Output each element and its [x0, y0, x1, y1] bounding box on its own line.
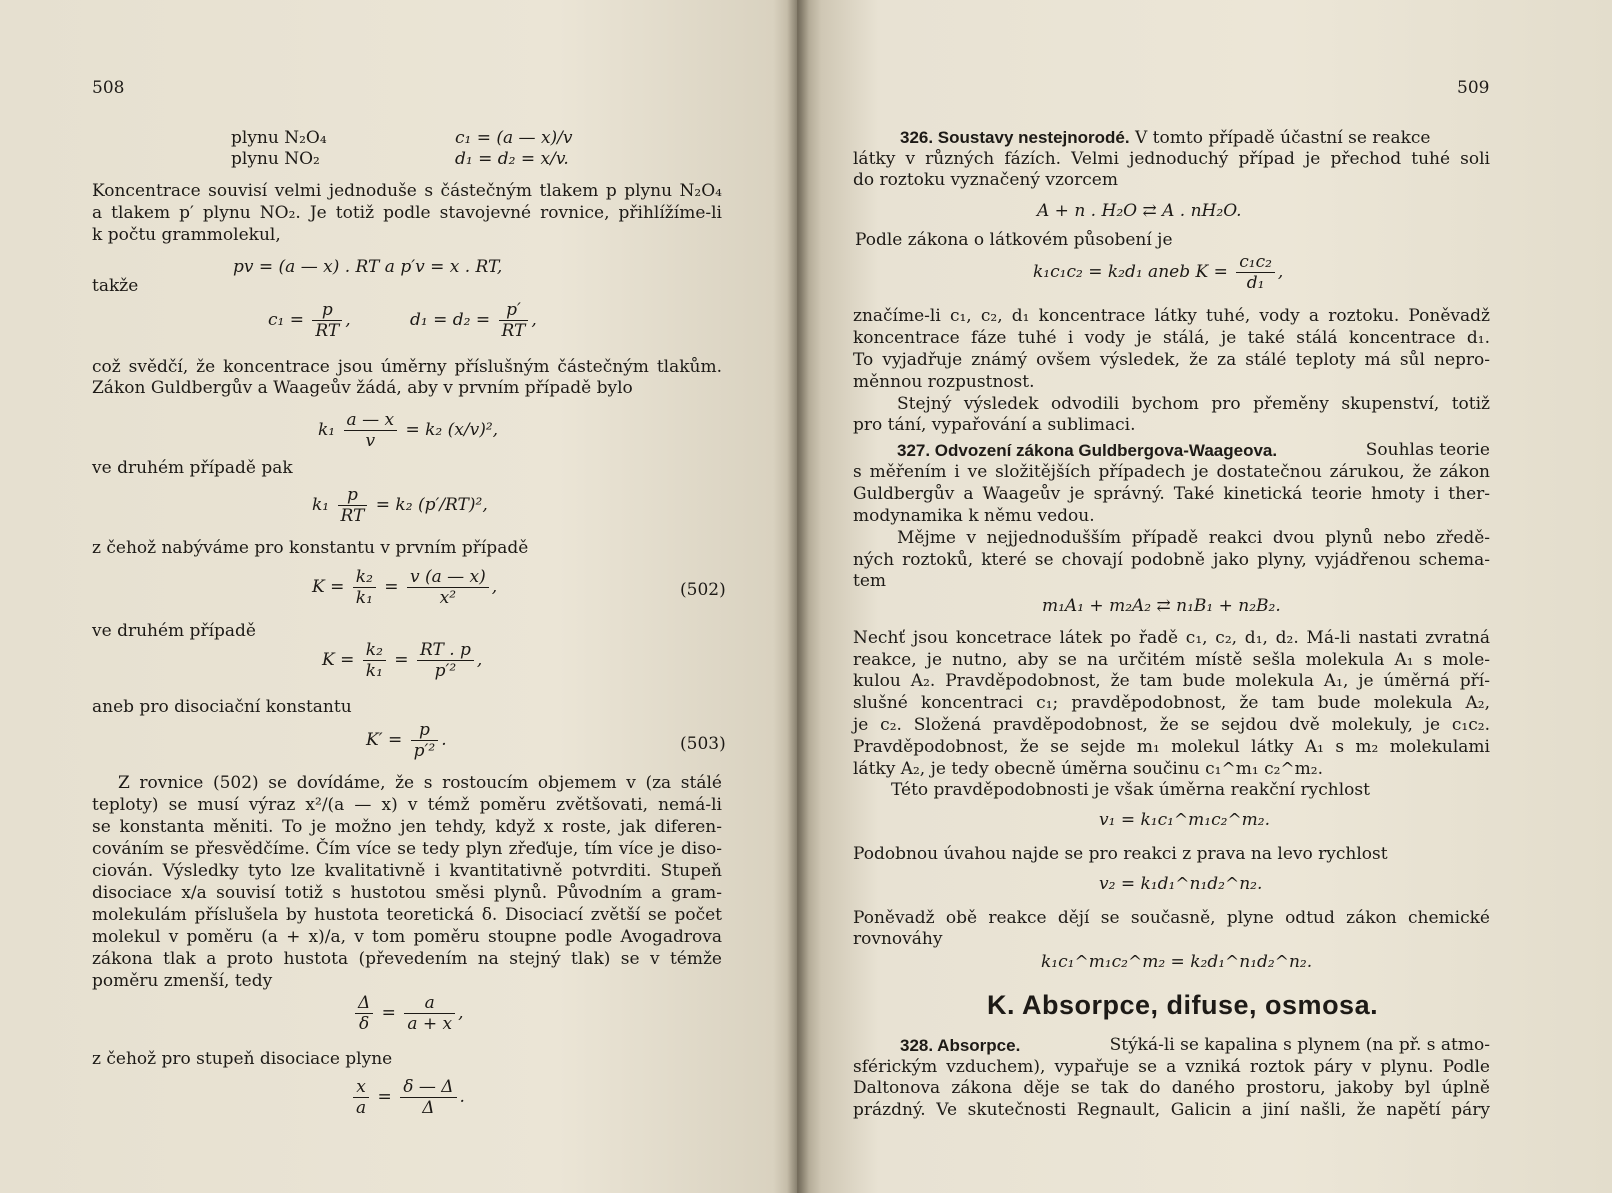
eq-d1-def: d₁ = d₂ = x/v.	[455, 149, 569, 169]
paragraph-line: cováním se přesvědčíme. Čím více se tedy plyn zřeďuje, tím více je diso-	[92, 839, 722, 859]
eq-K-second: K = $\frac{\text{k₂}}{\text{k₁}}$ = $\frac{RT . p}{\text{p′²}}$ ,	[322, 640, 483, 681]
eq-k1-first: k₁ $\frac{a — x}{v}$ = k₂ (x/v)²,	[318, 410, 499, 451]
section-328-title: 328. Absorpce.	[900, 1036, 1021, 1055]
ve-druhem-pak: ve druhém případě pak	[92, 458, 293, 478]
gas-n2o4-label: plynu N₂O₄	[231, 128, 327, 148]
eq-number-502: (502)	[680, 580, 726, 600]
paragraph-line: s měřením i ve složitějších případech je dostatečnou zárukou, že zákon	[853, 462, 1490, 482]
paragraph-line: slušné koncentraci c₁; pravděpodobnost, že tam bude molekula A₂,	[853, 693, 1490, 713]
paragraph-line: molekulám příslušela by hustota teoretická δ. Disociací zvětší se počet	[92, 905, 722, 925]
paragraph-line: což svědčí, že koncentrace jsou úměrny příslušným částečným tlakům.	[92, 357, 722, 377]
paragraph-line: Pravděpodobnost, že se sejde m₁ molekul látky A₁ s m₂ molekulami	[853, 737, 1490, 757]
page-number-right: 509	[1457, 78, 1490, 98]
paragraph-line: Stejný výsledek odvodili bychom pro přeměny skupenství, totiž	[897, 394, 1490, 414]
section-328: 328. Absorpce. Stýká-li se kapalina s plynem (na př. s atmo-	[900, 1035, 1490, 1055]
eq-pv: pv = (a — x) . RT a p′v = x . RT,	[233, 257, 503, 277]
ve-druhem: ve druhém případě	[92, 621, 256, 641]
paragraph-line: látky A₂, je tedy obecně úměrna součinu c₁^m₁ c₂^m₂.	[853, 759, 1323, 779]
eq-d1-fraction: d₁ = d₂ = $\frac{p'}{RT}$ ,	[410, 300, 537, 341]
paragraph-line: Guldbergův a Waageův je správný. Také kinetická teorie hmoty i ther-	[853, 484, 1490, 504]
section-327-title: 327. Odvození zákona Guldbergova-Waageova.	[897, 441, 1278, 460]
paragraph-line: molekul v poměru (a + x)/a, v tom poměru stoupne podle Avogadrova	[92, 927, 722, 947]
eq-equilibrium: k₁c₁^m₁c₂^m₂ = k₂d₁^n₁d₂^n₂.	[1041, 952, 1313, 972]
left-page	[0, 0, 797, 1193]
paragraph-line: reakce, je nutno, aby se na určitém místě sešla molekula A₁ s mole-	[853, 650, 1490, 670]
paragraph-line: poměru zmenší, tedy	[92, 971, 273, 991]
paragraph-line: ných roztoků, které se chovají podobně jako plyny, vyjádřenou schema-	[853, 550, 1490, 570]
paragraph-line: Z rovnice (502) se dovídáme, že s rostoucím objemem v (za stálé	[118, 773, 722, 793]
eq-delta: $\frac{\Delta}{\delta}$ = $\frac{a}{a + x}$ ,	[352, 993, 464, 1034]
paragraph-line: měnnou rozpustnost.	[853, 372, 1035, 392]
section-326: 326. Soustavy nestejnorodé. V tomto případě účastní se reakce	[900, 128, 1431, 148]
paragraph-line: sférickým vzduchem), vypařuje se a vzniká roztok páry v plynu. Podle	[853, 1057, 1490, 1077]
z-cehoz-stupen: z čehož pro stupeň disociace plyne	[92, 1049, 393, 1069]
paragraph-line: Koncentrace souvisí velmi jednoduše s částečným tlakem p plynu N₂O₄	[92, 181, 722, 201]
paragraph-line: je c₂. Složená pravděpodobnost, že se sejdou dvě molekuly, je c₁c₂.	[853, 715, 1490, 735]
takze-label: takže	[92, 276, 139, 296]
paragraph-line: Poněvadž obě reakce dějí se současně, plyne odtud zákon chemické	[853, 908, 1490, 928]
eq-x-over-a: $\frac{x}{a}$ = $\frac{\delta — \Delta}{\Delta}$ .	[350, 1077, 465, 1118]
chapter-heading: K. Absorpce, difuse, osmosa.	[987, 990, 1379, 1020]
podle-zakona: Podle zákona o látkovém působení je	[855, 230, 1173, 250]
eq-v2: v₂ = k₁d₁^n₁d₂^n₂.	[1099, 874, 1263, 894]
paragraph-line: tem	[853, 571, 887, 591]
paragraph-line: Zákon Guldbergův a Waageův žádá, aby v prvním případě bylo	[92, 378, 633, 398]
page-number-left: 508	[92, 78, 125, 98]
eq-502: K = $\frac{\text{k₂}}{\text{k₁}}$ = $\frac{v (a — x)}{\text{x²}}$ ,	[312, 567, 498, 608]
paragraph-line: značíme-li c₁, c₂, d₁ koncentrace látky tuhé, vody a roztoku. Poněvadž	[853, 306, 1490, 326]
paragraph-line: do roztoku vyznačený vzorcem	[853, 170, 1118, 190]
paragraph-line: koncentrace fáze tuhé i vody je stálá, je také stálá koncentrace d₁.	[853, 328, 1490, 348]
paragraph-line: modynamika k němu vedou.	[853, 506, 1095, 526]
paragraph-line: pro tání, vypařování a sublimaci.	[853, 415, 1136, 435]
book-gutter	[787, 0, 809, 1193]
paragraph-line: teploty) se musí výraz x²/(a — x) v témž poměru zvětšovati, nemá-li	[92, 795, 722, 815]
paragraph-line: Nechť jsou koncetrace látek po řadě c₁, c₂, d₁, d₂. Má-li nastati zvratná	[853, 628, 1490, 648]
eq-number-503: (503)	[680, 734, 726, 754]
right-page	[797, 0, 1612, 1193]
teto-pravdepodobnosti: Této pravděpodobnosti je však úměrna reakční rychlost	[891, 780, 1370, 800]
paragraph-line: Mějme v nejjednodušším případě reakci dvou plynů nebo zředě-	[897, 528, 1490, 548]
z-cehoz-prvni: z čehož nabýváme pro konstantu v prvním případě	[92, 538, 529, 558]
eq-k1-second: k₁ $\frac{p}{RT}$ = k₂ (p′/RT)²,	[312, 485, 488, 526]
paragraph-line: prázdný. Ve skutečnosti Regnault, Galicin a jiní našli, že napětí páry	[853, 1100, 1490, 1120]
paragraph-line: se konstanta měniti. To je možno jen tehdy, když x roste, jak diferen-	[92, 817, 722, 837]
eq-v1: v₁ = k₁c₁^m₁c₂^m₂.	[1099, 810, 1271, 830]
paragraph-line: k počtu grammolekul,	[92, 225, 281, 245]
paragraph-line: kulou A₂. Pravděpodobnost, že tam bude molekula A₁, je úměrná pří-	[853, 671, 1490, 691]
eq-salt: A + n . H₂O ⇄ A . nH₂O.	[1037, 201, 1242, 221]
section-327: 327. Odvození zákona Guldbergova-Waageova. Souhlas teorie	[897, 440, 1490, 460]
gas-no2-label: plynu NO₂	[231, 149, 320, 169]
paragraph-line: Daltonova zákona děje se tak do daného prostoru, jakoby byl úplně	[853, 1078, 1490, 1098]
eq-c1-def: c₁ = (a — x)/v	[455, 128, 573, 148]
section-326-title: 326. Soustavy nestejnorodé.	[900, 128, 1130, 147]
eq-c1-fraction: c₁ = $\frac{p}{RT}$ ,	[268, 300, 351, 341]
paragraph-line: disociace x/a souvisí totiž s hustotou směsi plynů. Původním a gram-	[92, 883, 722, 903]
paragraph-line: látky v různých fázích. Velmi jednoduchý případ je přechod tuhé soli	[853, 149, 1490, 169]
eq-503: K′ = $\frac{p}{\text{p′²}}$ .	[366, 720, 447, 761]
paragraph-line: ciován. Výsledky tyto lze kvalitativně i kvantitativně potvrditi. Stupeň	[92, 861, 722, 881]
eq-K-salt: k₁c₁c₂ = k₂d₁ aneb K = $\frac{\text{c₁c₂}}{\text{d₁}}$ ,	[1033, 252, 1284, 293]
paragraph-line: a tlakem p′ plynu NO₂. Je totiž podle stavojevné rovnice, přihlížíme-li	[92, 203, 722, 223]
eq-reaction: m₁A₁ + m₂A₂ ⇄ n₁B₁ + n₂B₂.	[1042, 596, 1281, 616]
aneb-disociacni: aneb pro disociační konstantu	[92, 697, 352, 717]
paragraph-line: zákona tlak a proto hustota (převedením na stejný tlak) se v témže	[92, 949, 722, 969]
paragraph-line: rovnováhy	[853, 929, 943, 949]
podobnou-uvahou: Podobnou úvahou najde se pro reakci z prava na levo rychlost	[853, 844, 1388, 864]
paragraph-line: To vyjadřuje známý ovšem výsledek, že za stálé teploty má sůl nepro-	[853, 350, 1490, 370]
